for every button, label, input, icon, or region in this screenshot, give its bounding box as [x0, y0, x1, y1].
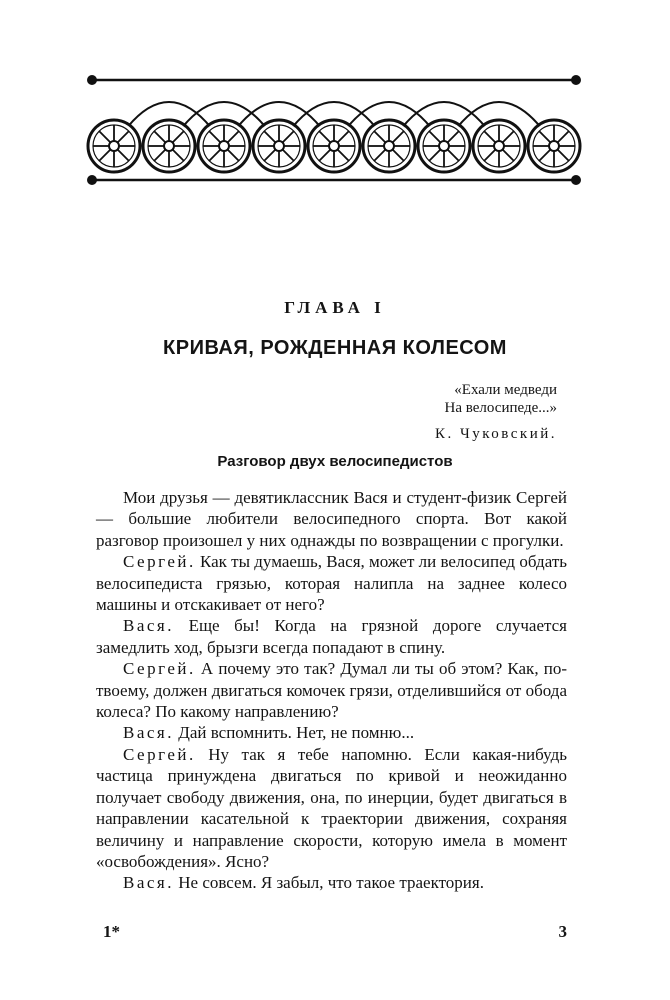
chapter-title: КРИВАЯ, РОЖДЕННАЯ КОЛЕСОМ	[163, 337, 507, 359]
dialogue-paragraph	[96, 658, 567, 722]
section-heading: Разговор двух велосипедистов	[217, 453, 453, 470]
paragraph-text: Дай вспомнить. Нет, не помню...	[174, 723, 415, 743]
page-number: 3	[558, 922, 567, 941]
dialogue-paragraph	[96, 872, 567, 893]
speaker-name: Сергей.	[123, 744, 196, 764]
wheel-hub	[219, 141, 229, 151]
decorative-wheel-ornament	[84, 70, 584, 190]
wheel-hub	[439, 141, 449, 151]
ornament-bar-end	[88, 76, 96, 84]
paragraph-text: Ну так я тебе напомню. Если какая-нибудь частица принуждена двигаться по кривой и неожиданно получает свободу движения, она, по инерции, будет двигаться в направлении касательной к траектории движения, сохраняя величину и направление скорости, которую имела в момент «освобождения». Ясно?	[96, 744, 567, 871]
body-text	[96, 487, 567, 894]
wheel-hub	[329, 141, 339, 151]
dialogue-paragraph	[96, 615, 567, 658]
dialogue-paragraph	[96, 744, 567, 872]
epigraph-author: К. Чуковский.	[434, 426, 557, 442]
paragraph-text: Не совсем. Я забыл, что такое траектория.	[174, 873, 484, 893]
speaker-name: Сергей.	[123, 659, 196, 679]
wheel-hub	[494, 141, 504, 151]
paragraph-text: А почему это так? Думал ли ты об этом? Как, по-твоему, должен двигаться комочек грязи, отделившийся от обода колеса? По какому направлению?	[96, 659, 567, 722]
paragraph	[96, 487, 567, 551]
epigraph-line: На велосипеде...»	[444, 400, 557, 416]
wheel-hub	[109, 141, 119, 151]
wheel-hub	[384, 141, 394, 151]
dialogue-paragraph	[96, 551, 567, 615]
paragraph-text: Мои друзья — девятиклассник Вася и студент-физик Сергей — большие любители велосипедного спорта. Вот какой разговор произошел у них однажды по возвращении с прогулки.	[96, 488, 567, 550]
wheel-hub	[164, 141, 174, 151]
ornament-bar-end	[572, 176, 580, 184]
paragraph-text: Еще бы! Когда на грязной дороге случается замедлить ход, брызги всегда попадают в спину.	[96, 616, 567, 657]
paragraph-text: Как ты думаешь, Вася, может ли велосипед обдать велосипедиста грязью, которая налипла на заднее колесо машины и отскакивает от него?	[96, 552, 567, 615]
ornament-bar-end	[572, 76, 580, 84]
dialogue-paragraph	[96, 722, 567, 743]
speaker-name: Вася.	[123, 616, 174, 636]
signature-mark: 1*	[103, 922, 120, 941]
speaker-name: Вася.	[123, 873, 174, 893]
wheel-hub	[549, 141, 559, 151]
ornament-bar-end	[88, 176, 96, 184]
epigraph-line: «Ехали медведи	[454, 382, 557, 398]
wheel-hub	[274, 141, 284, 151]
epigraph	[435, 381, 557, 443]
chapter-label: ГЛАВА I	[284, 298, 386, 317]
speaker-name: Сергей.	[123, 552, 196, 572]
speaker-name: Вася.	[123, 723, 174, 743]
